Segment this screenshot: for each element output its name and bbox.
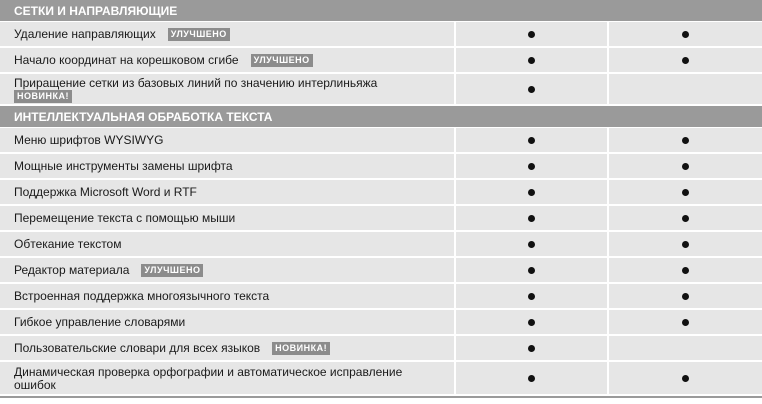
column-1-cell	[456, 180, 609, 204]
feature-label: Пользовательские словари для всех языков	[14, 341, 261, 355]
bullet-icon	[682, 215, 689, 222]
bullet-icon	[682, 267, 689, 274]
column-2-cell	[609, 180, 762, 204]
column-1-cell	[456, 48, 609, 72]
table-row	[0, 232, 762, 258]
column-1-cell	[456, 362, 609, 394]
column-1-cell	[456, 284, 609, 308]
bullet-icon	[528, 31, 535, 38]
table-row	[0, 128, 762, 154]
feature-label: Встроенная поддержка многоязычного текста	[14, 289, 270, 303]
new-badge: НОВИНКА!	[272, 342, 330, 355]
column-2-cell	[609, 22, 762, 46]
bullet-icon	[528, 189, 535, 196]
section-header-grids: СЕТКИ И НАПРАВЛЯЮЩИЕ	[0, 0, 762, 22]
new-badge: НОВИНКА!	[14, 90, 72, 103]
feature-label: Поддержка Microsoft Word и RTF	[14, 185, 197, 199]
feature-label: Приращение сетки из базовых линий по значению интерлиньяжа	[14, 76, 378, 90]
bullet-icon	[528, 267, 535, 274]
feature-label: Удаление направляющих	[14, 27, 156, 41]
column-1-cell	[456, 310, 609, 334]
feature-label: Редактор материала	[14, 263, 130, 277]
column-1-cell	[456, 232, 609, 256]
feature-label: Динамическая проверка орфографии и автоматическое исправление ошибок	[14, 365, 403, 392]
improved-badge: УЛУЧШЕНО	[251, 54, 313, 67]
column-1-cell	[456, 22, 609, 46]
column-2-cell	[609, 362, 762, 394]
bullet-icon	[682, 189, 689, 196]
feature-label: Обтекание текстом	[14, 237, 122, 251]
feature-label-cell	[0, 232, 456, 256]
table-bottom-divider	[0, 396, 762, 398]
feature-label: Гибкое управление словарями	[14, 315, 186, 329]
feature-label: Меню шрифтов WYSIWYG	[14, 133, 164, 147]
bullet-icon	[682, 31, 689, 38]
table-row	[0, 22, 762, 48]
column-2-cell	[609, 284, 762, 308]
column-2-cell	[609, 232, 762, 256]
column-1-cell	[456, 336, 609, 360]
column-2-cell	[609, 48, 762, 72]
table-row	[0, 336, 762, 362]
column-2-cell	[609, 154, 762, 178]
column-2-cell	[609, 206, 762, 230]
table-row	[0, 284, 762, 310]
feature-label-cell	[0, 48, 456, 72]
feature-label-cell	[0, 362, 456, 394]
bullet-icon	[528, 345, 535, 352]
bullet-icon	[528, 319, 535, 326]
column-1-cell	[456, 154, 609, 178]
bullet-icon	[682, 163, 689, 170]
feature-label: Перемещение текста с помощью мыши	[14, 211, 236, 225]
table-row	[0, 206, 762, 232]
bullet-icon	[528, 163, 535, 170]
bullet-icon	[528, 86, 535, 93]
bullet-icon	[682, 57, 689, 64]
feature-label-cell	[0, 74, 456, 104]
feature-label-cell	[0, 128, 456, 152]
bullet-icon	[528, 215, 535, 222]
section-header-text-processing: ИНТЕЛЛЕКТУАЛЬНАЯ ОБРАБОТКА ТЕКСТА	[0, 106, 762, 128]
column-2-cell	[609, 128, 762, 152]
bullet-icon	[528, 137, 535, 144]
column-2-cell	[609, 258, 762, 282]
column-2-cell	[609, 74, 762, 104]
bullet-icon	[682, 293, 689, 300]
table-row	[0, 48, 762, 74]
column-2-cell	[609, 336, 762, 360]
table-row	[0, 362, 762, 396]
feature-label: Начало координат на корешковом сгибе	[14, 53, 239, 67]
table-row	[0, 154, 762, 180]
column-1-cell	[456, 74, 609, 104]
bullet-icon	[682, 241, 689, 248]
feature-label-cell	[0, 206, 456, 230]
feature-label-cell	[0, 258, 456, 282]
column-2-cell	[609, 310, 762, 334]
feature-label: Мощные инструменты замены шрифта	[14, 159, 233, 173]
bullet-icon	[528, 293, 535, 300]
column-1-cell	[456, 206, 609, 230]
improved-badge: УЛУЧШЕНО	[168, 28, 230, 41]
improved-badge: УЛУЧШЕНО	[141, 264, 203, 277]
bullet-icon	[528, 241, 535, 248]
table-row	[0, 180, 762, 206]
bullet-icon	[682, 137, 689, 144]
feature-label-cell	[0, 284, 456, 308]
feature-label-cell	[0, 310, 456, 334]
feature-label-cell	[0, 154, 456, 178]
feature-label-cell	[0, 22, 456, 46]
bullet-icon	[682, 319, 689, 326]
column-1-cell	[456, 258, 609, 282]
table-row	[0, 310, 762, 336]
column-1-cell	[456, 128, 609, 152]
feature-label-cell	[0, 180, 456, 204]
bullet-icon	[682, 375, 689, 382]
bullet-icon	[528, 375, 535, 382]
bullet-icon	[528, 57, 535, 64]
feature-label-cell	[0, 336, 456, 360]
table-row	[0, 74, 762, 106]
table-row	[0, 258, 762, 284]
